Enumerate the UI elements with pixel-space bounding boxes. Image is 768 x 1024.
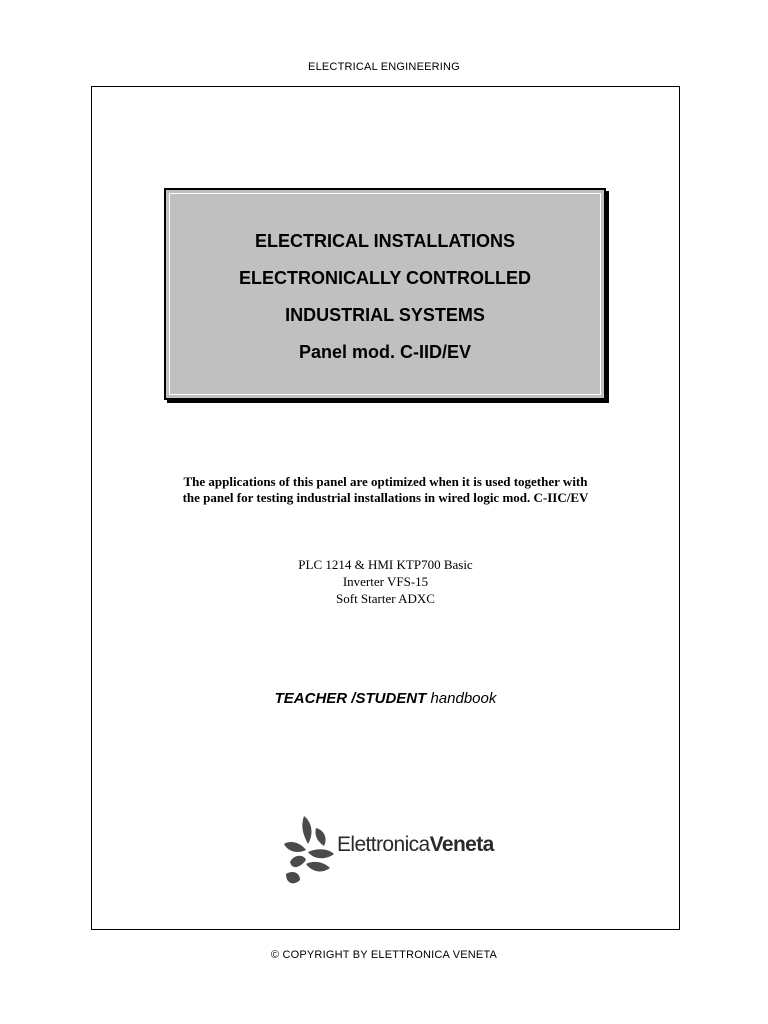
handbook-label-bold: TEACHER /STUDENT xyxy=(274,690,427,707)
handbook-label xyxy=(91,690,680,707)
company-logo xyxy=(280,810,500,890)
spec-line-plc: PLC 1214 & HMI KTP700 Basic xyxy=(298,557,473,572)
usage-note-line-2: the panel for testing industrial installations in wired logic mod. C-IIC/EV xyxy=(182,490,589,505)
title-box-highlight xyxy=(169,193,601,395)
handbook-label-normal: handbook xyxy=(426,690,497,707)
spec-line-inverter: Inverter VFS-15 xyxy=(342,574,429,589)
logo-text-bold: Veneta xyxy=(429,833,494,856)
logo-text-light: Elettronica xyxy=(337,833,430,856)
logo-leaf-icon xyxy=(280,814,336,888)
title-box xyxy=(164,188,606,400)
usage-note-line-1: The applications of this panel are optimized when it is used together with xyxy=(183,474,588,489)
title-line-1: ELECTRICAL INSTALLATIONS xyxy=(255,231,515,251)
title-line-2: ELECTRONICALLY CONTROLLED xyxy=(238,268,531,288)
page-footer: © COPYRIGHT BY ELETTRONICA VENETA xyxy=(270,949,498,961)
spec-line-soft-starter: Soft Starter ADXC xyxy=(336,591,435,606)
page-header: ELECTRICAL ENGINEERING xyxy=(308,61,460,73)
title-line-4: Panel mod. C-IID/EV xyxy=(298,342,472,362)
logo-wordmark xyxy=(337,833,494,857)
title-line-3: INDUSTRIAL SYSTEMS xyxy=(285,305,485,325)
